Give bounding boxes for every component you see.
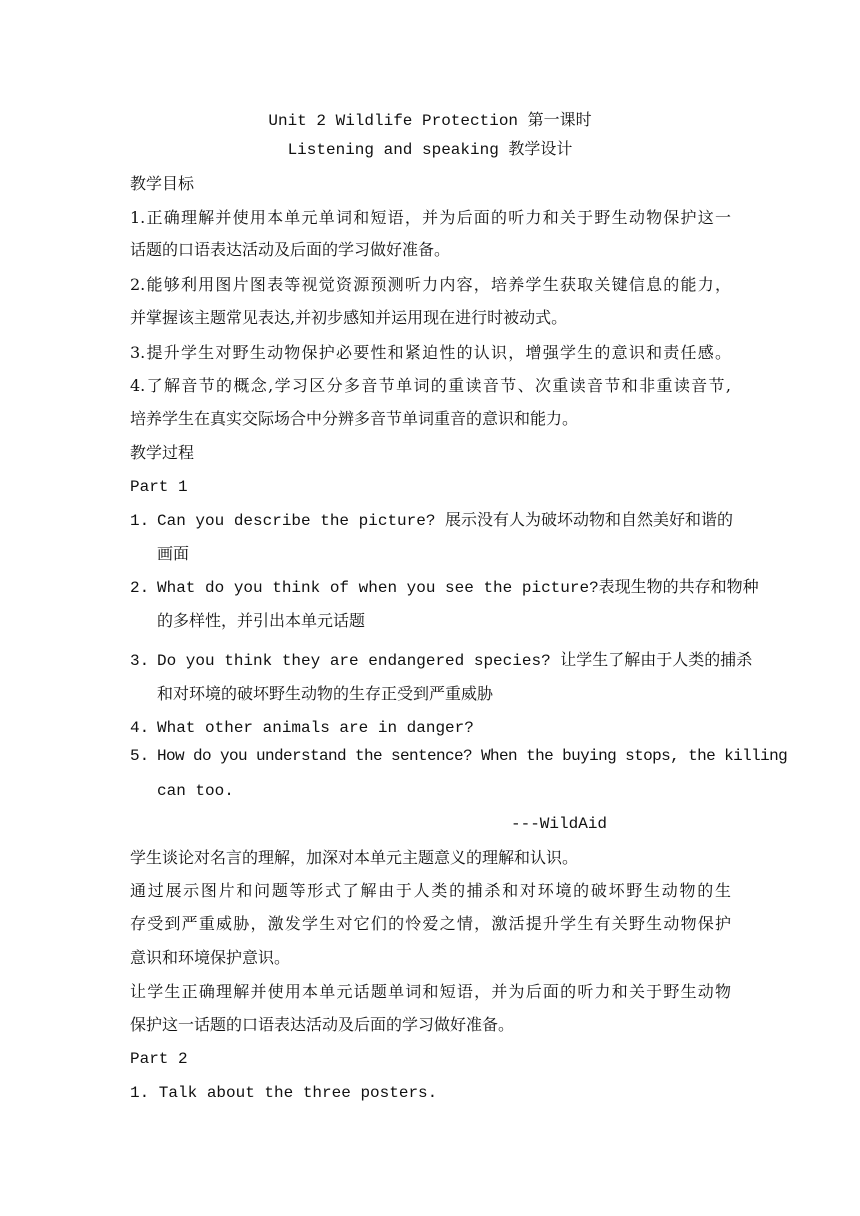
list-item-5-line-1: How do you understand the sentence? When the buying stops, the killing	[157, 747, 788, 765]
paragraph-2-line-2: 存受到严重威胁，激发学生对它们的怜爱之情，激活提升学生有关野生动物保护	[130, 914, 731, 933]
list-item-3-line-1: Do you think they are endangered species? 让学生了解由于人类的捕杀	[157, 652, 753, 670]
title-line-1: Unit 2 Wildlife Protection 第一课时	[268, 112, 592, 130]
list-item-1-line-2: 画面	[157, 544, 190, 563]
paragraph-3-line-2: 保护这一话题的口语表达活动及后面的学习做好准备。	[130, 1015, 515, 1034]
paragraph-1: 学生谈论对名言的理解，加深对本单元主题意义的理解和认识。	[130, 848, 579, 867]
paragraph-2-line-3: 意识和环境保护意识。	[130, 948, 291, 967]
list-item-2-line-1: What do you think of when you see the picture?表现生物的共存和物种	[157, 579, 759, 597]
quote-source: ---WildAid	[511, 815, 608, 833]
objective-2-line-2: 并掌握该主题常见表达,并初步感知并运用现在进行时被动式。	[130, 308, 568, 327]
objective-1-line-2: 话题的口语表达活动及后面的学习做好准备。	[130, 240, 451, 259]
paragraph-2-line-1: 通过展示图片和问题等形式了解由于人类的捕杀和对环境的破坏野生动物的生	[130, 881, 731, 900]
list-item-5-line-2: can too.	[157, 782, 234, 800]
list-item-number: 3.	[130, 652, 150, 670]
list-item-number: 5.	[130, 747, 150, 765]
objective-4-line-2: 培养学生在真实交际场合中分辨多音节单词重音的意识和能力。	[130, 409, 579, 428]
part-2-heading: Part 2	[130, 1050, 188, 1068]
process-heading: 教学过程	[130, 443, 195, 462]
list-item-number: 1.	[130, 512, 150, 530]
list-item-number: 2.	[130, 579, 150, 597]
list-item-3-line-2: 和对环境的破坏野生动物的生存正受到严重威胁	[157, 684, 494, 703]
objective-2-line-1: 2.能够利用图片图表等视觉资源预测听力内容，培养学生获取关键信息的能力，	[130, 275, 731, 294]
part-2-item-1: 1. Talk about the three posters.	[130, 1084, 438, 1102]
objectives-heading: 教学目标	[130, 174, 195, 193]
title-line-2: Listening and speaking 教学设计	[287, 141, 573, 159]
objective-3-line-1: 3.提升学生对野生动物保护必要性和紧迫性的认识，增强学生的意识和责任感。	[130, 343, 731, 362]
list-item-1-line-1: Can you describe the picture? 展示没有人为破坏动物和自然美好和谐的	[157, 512, 734, 530]
objective-4-line-1: 4.了解音节的概念,学习区分多音节单词的重读音节、次重读音节和非重读音节,	[130, 376, 731, 395]
list-item-2-line-2: 的多样性，并引出本单元话题	[157, 611, 366, 630]
paragraph-3-line-1: 让学生正确理解并使用本单元话题单词和短语，并为后面的听力和关于野生动物	[130, 982, 731, 1001]
objective-1-line-1: 1.正确理解并使用本单元单词和短语，并为后面的听力和关于野生动物保护这一	[130, 208, 731, 227]
list-item-number: 4.	[130, 719, 150, 737]
part-1-heading: Part 1	[130, 478, 188, 496]
list-item-4-line-1: What other animals are in danger?	[157, 719, 474, 737]
